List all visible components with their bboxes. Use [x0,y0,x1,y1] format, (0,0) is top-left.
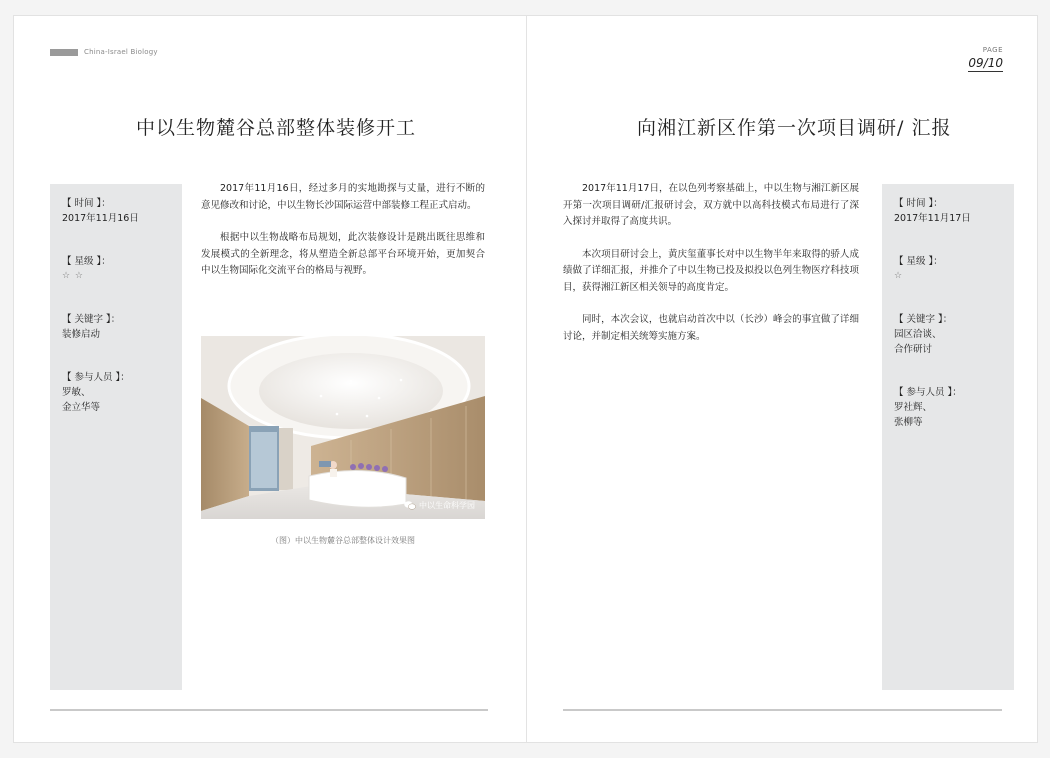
brand-bar [50,49,78,56]
watermark-text: 中以生命科学园 [419,501,475,510]
paragraph: 同时，本次会议，也就启动首次中以（长沙）峰会的事宜做了详细讨论，并制定相关统筹实施方案。 [563,314,859,342]
star-rating: ☆ [894,271,904,281]
info-label: 【 参与人员 】： [894,387,962,398]
bottom-rule [563,709,1002,711]
star-rating: ☆ ☆ [62,271,84,281]
brand-text: China-Israel Biology [84,48,158,56]
info-value: 合作研讨 [894,344,933,355]
info-value: 金立华等 [62,402,101,413]
info-value: 张柳等 [894,417,923,428]
left-page [14,16,526,742]
image-caption: （图）中以生物麓谷总部整体设计效果图 [271,536,415,545]
paragraph: 本次项目研讨会上，黄庆玺董事长对中以生物半年来取得的骄人成绩做了详细汇报，并推介了中以生物已投及拟投以色列生物医疗科技项目，获得湘江新区相关领导的高度肯定。 [563,248,859,293]
page-number: 09/10 [968,56,1003,70]
info-value: 装修启动 [62,329,101,340]
wechat-icon [404,501,416,510]
info-label: 【 星级 】： [62,256,111,267]
info-value: 2017年11月16日 [62,213,139,224]
info-keywords [62,312,182,342]
right-article-body [563,181,859,361]
bottom-rule [50,709,488,711]
image-watermark [404,500,475,511]
info-value: 2017年11月17日 [894,213,971,224]
info-participants [62,370,182,415]
interior-rendering-image [201,336,485,519]
brand-header [50,48,158,56]
info-label: 【 参与人员 】： [62,372,130,383]
info-time [62,196,182,226]
info-rating [894,254,1014,284]
info-value: 园区洽谈、 [894,329,942,340]
info-participants [894,385,1014,430]
right-page [527,16,1039,742]
info-label: 【 关键字 】： [894,314,953,325]
info-label: 【 星级 】： [894,256,943,267]
info-value: 罗敏、 [62,387,91,398]
left-info-sidebar [50,184,182,690]
page-label: PAGE [982,46,1003,54]
info-label: 【 时间 】： [62,198,111,209]
info-time [894,196,1014,226]
left-article-body [201,181,485,296]
info-label: 【 时间 】： [894,198,943,209]
paragraph: 2017年11月16日，经过多月的实地勘探与丈量，进行不断的意见修改和讨论，中以生物长沙国际运营中部装修工程正式启动。 [201,183,485,211]
right-info-sidebar [882,184,1014,690]
info-rating [62,254,182,284]
paragraph: 根据中以生物战略布局规划，此次装修设计是跳出既往思维和发展模式的全新理念，将从塑造全新总部平台环境开始，更加契合中以生物国际化交流平台的格局与视野。 [201,232,485,276]
paragraph: 2017年11月17日，在以色列考察基础上，中以生物与湘江新区展开第一次项目调研/汇报研讨会，双方就中以高科技模式布局进行了深入探讨并取得了高度共识。 [563,183,859,227]
right-article-title: 向湘江新区作第一次项目调研/ 汇报 [637,117,952,139]
info-label: 【 关键字 】： [62,314,121,325]
magazine-spread [13,15,1038,743]
info-value: 罗社辉、 [894,402,933,413]
left-article-title: 中以生物麓谷总部整体装修开工 [136,117,417,139]
info-keywords [894,312,1014,357]
